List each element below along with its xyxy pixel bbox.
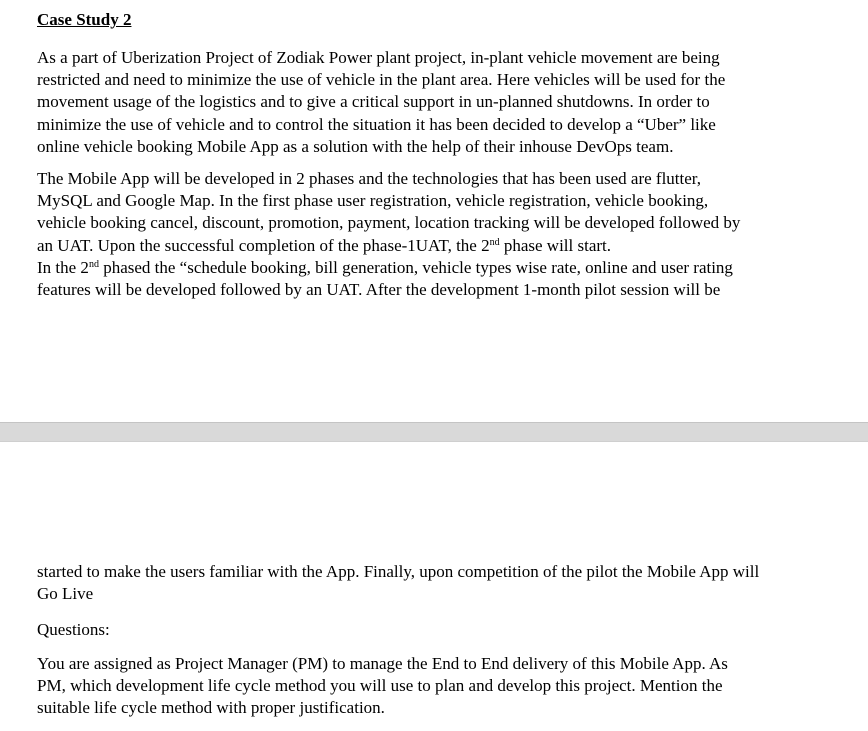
text-line: You are assigned as Project Manager (PM) to manage the End to End delivery of this Mobile App. As [37, 654, 728, 673]
text-line: features will be developed followed by an UAT. After the development 1-month pilot session will be [37, 280, 721, 300]
text-line: online vehicle booking Mobile App as a solution with the help of their inhouse DevOps team. [37, 136, 674, 156]
text-line: MySQL and Google Map. In the first phase user registration, vehicle registration, vehicle booking, [37, 191, 709, 211]
phases-paragraph [37, 168, 837, 301]
text-line: PM, which development life cycle method you will use to plan and develop this project. Mention the [37, 676, 723, 696]
intro-paragraph [37, 47, 837, 158]
superscript: nd [489, 236, 500, 248]
text-segment: In the 2 [37, 257, 89, 277]
text-line: movement usage of the logistics and to give a critical support in un-planned shutdowns. In order to [37, 92, 710, 112]
text-line [37, 257, 837, 279]
text-line: restricted and need to minimize the use of vehicle in the plant area. Here vehicles will be used for the [37, 70, 726, 90]
text-line [37, 235, 837, 257]
text-line: Go Live [37, 584, 94, 604]
text-line: Questions: [37, 620, 110, 639]
case-study-heading: Case Study 2 [37, 10, 132, 29]
questions-label [37, 619, 837, 641]
continuation-paragraph [37, 561, 837, 605]
text-line: minimize the use of vehicle and to control the situation it has been decided to develop a “Uber” like [37, 114, 716, 134]
superscript: nd [88, 258, 99, 270]
text-line: suitable life cycle method with proper justification. [37, 698, 385, 718]
text-segment: phased the “schedule booking, bill generation, vehicle types wise rate, online and user rating [98, 257, 733, 277]
text-line: As a part of Uberization Project of Zodiak Power plant project, in-plant vehicle movement are being [37, 48, 720, 67]
question-paragraph [37, 653, 837, 720]
text-line: The Mobile App will be developed in 2 phases and the technologies that has been used are flutter, [37, 169, 702, 188]
text-segment: an UAT. Upon the successful completion of the phase-1UAT, the 2 [37, 235, 490, 255]
text-segment: phase will start. [499, 235, 612, 255]
text-line: started to make the users familiar with the App. Finally, upon competition of the pilot the Mobile App will [37, 562, 760, 581]
text-line: vehicle booking cancel, discount, promotion, payment, location tracking will be developed followed by [37, 213, 741, 233]
page-separator [0, 422, 868, 442]
